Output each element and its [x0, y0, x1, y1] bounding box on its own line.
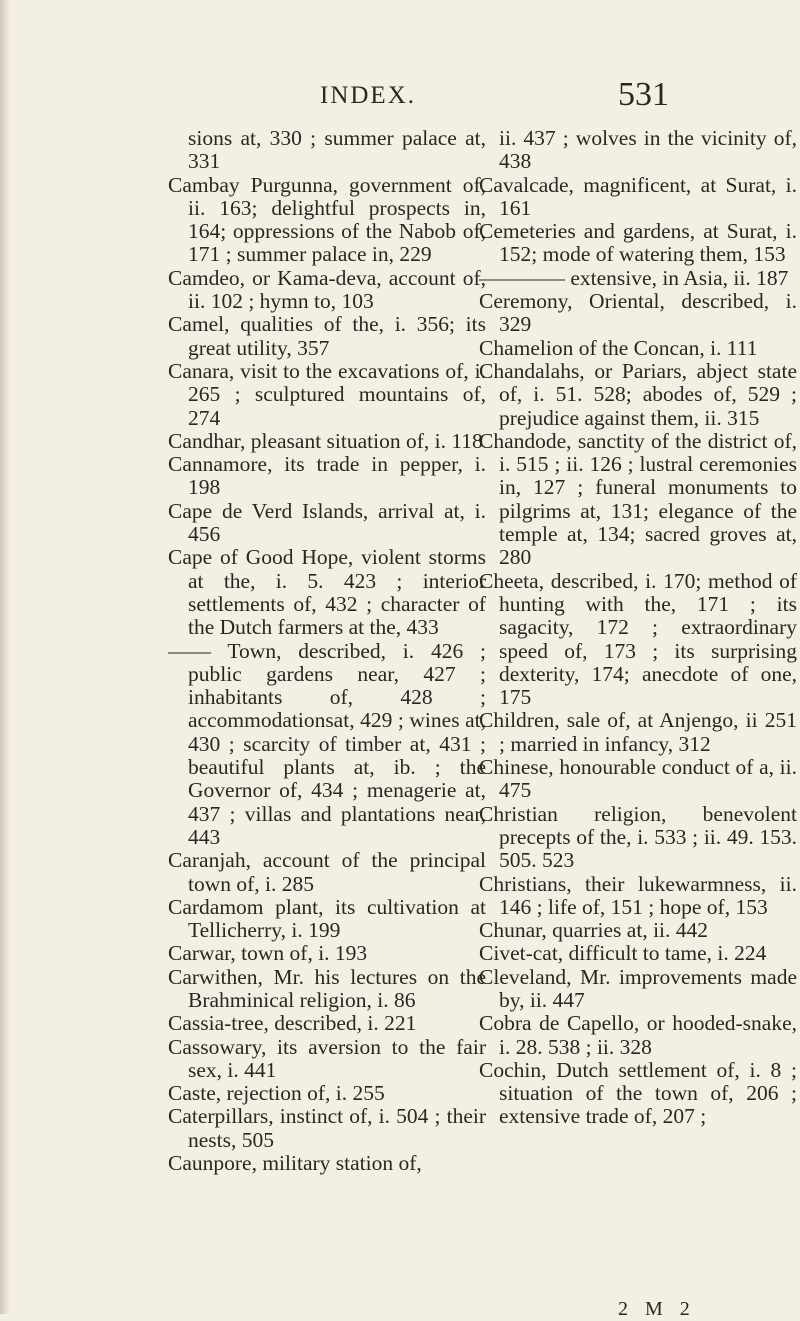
page-title: INDEX.: [320, 82, 417, 109]
index-entry: Cochin, Dutch settlement of, i. 8 ; situation of the town of, 206 ; extensive trade of, 207 ;: [479, 1057, 797, 1129]
index-entry: Chandalahs, or Pariars, abject state of, i. 51. 528; abodes of, 529 ; prejudice against them, ii. 315: [479, 358, 797, 430]
index-entry: Cape de Verd Islands, arrival at, i. 456: [168, 498, 486, 547]
index-entry: Cassowary, its aversion to the fair sex, i. 441: [168, 1034, 486, 1082]
index-entry: —— Town, described, i. 426 ; public gardens near, 427 ; inhabitants of, 428 ; accommodationsat, 429 ; wines at, 430 ; scarcity of timber at, 431 ; beautiful plants at, ib. ; the Governor of, 434 ; menagerie at, 437 ; villas and plantations near, 443: [168, 638, 486, 849]
right-column: [479, 127, 797, 1129]
index-entry: Chinese, honourable conduct of a, ii. 475: [479, 755, 797, 803]
index-entry: Cassia-tree, described, i. 221: [168, 1011, 417, 1036]
index-entry: Canara, visit to the excavations of, i. 265 ; sculptured mountains of, 274: [168, 358, 486, 430]
index-entry: Candhar, pleasant situation of, i. 118: [168, 428, 483, 453]
index-entry: Cannamore, its trade in pepper, i. 198: [168, 452, 486, 500]
index-entry: Caterpillars, instinct of, i. 504 ; their nests, 505: [168, 1104, 486, 1152]
left-column: [168, 127, 486, 1175]
signature-mark: 2 M 2: [618, 1298, 696, 1320]
page-header: [0, 76, 800, 122]
index-entry: Camdeo, or Kama-deva, account of, ii. 102 ; hymn to, 103: [168, 265, 486, 314]
index-entry: Carwithen, Mr. his lectures on the Brahminical religion, i. 86: [168, 964, 486, 1012]
index-entry: Cobra de Capello, or hooded-snake, i. 28. 538 ; ii. 328: [479, 1011, 797, 1059]
index-entry: Chandode, sanctity of the district of, i. 515 ; ii. 126 ; lustral ceremonies in, 127 ; funeral monuments to pilgrims at, 131; elegance of the temple at, 134; sacred groves at, 280: [479, 428, 797, 570]
index-entry: Caranjah, account of the principal town of, i. 285: [168, 848, 486, 896]
index-entry: Carwar, town of, i. 193: [168, 941, 368, 966]
index-entry: ii. 437 ; wolves in the vicinity of, 438: [499, 126, 797, 174]
index-entry: Cheeta, described, i. 170; method of hunting with the, 171 ; its sagacity, 172 ; extraordinary speed of, 173 ; its surprising dexterity, 174; anecdote of one, 175: [479, 568, 797, 710]
index-entry: sions at, 330 ; summer palace at, 331: [188, 126, 486, 174]
index-entry: Chamelion of the Concan, i. 111: [479, 335, 758, 360]
index-entry: Cleveland, Mr. improvements made by, ii. 447: [479, 964, 797, 1012]
index-entry: Cardamom plant, its cultivation at Tellicherry, i. 199: [168, 894, 486, 943]
index-entry: ———— extensive, in Asia, ii. 187: [479, 265, 789, 290]
index-entry: Caste, rejection of, i. 255: [168, 1081, 385, 1106]
page-number: 531: [618, 76, 669, 113]
index-entry: Children, sale of, at Anjengo, ii 251 ; married in infancy, 312: [479, 708, 797, 756]
index-entry: Caunpore, military station of,: [168, 1151, 422, 1176]
index-entry: Cavalcade, magnificent, at Surat, i. 161: [479, 172, 797, 220]
index-entry: Cape of Good Hope, violent storms at the, i. 5. 423 ; interior settlements of, 432 ; character of the Dutch farmers at the, 433: [168, 545, 486, 640]
index-entry: Cemeteries and gardens, at Surat, i. 152; mode of watering them, 153: [479, 219, 797, 267]
index-entry: Christians, their lukewarmness, ii. 146 ; life of, 151 ; hope of, 153: [479, 871, 797, 919]
index-entry: Civet-cat, difficult to tame, i. 224: [479, 941, 767, 966]
index-entry: Chunar, quarries at, ii. 442: [479, 918, 709, 943]
index-entry: Cambay Purgunna, government of, ii. 163; delightful prospects in, 164; oppressions of the Nabob of, 171 ; summer palace in, 229: [168, 172, 486, 267]
index-entry: Camel, qualities of the, i. 356; its great utility, 357: [168, 312, 486, 360]
index-entry: Ceremony, Oriental, described, i. 329: [479, 289, 797, 337]
page-edge-shadow: [0, 0, 10, 1314]
index-entry: Christian religion, benevolent precepts of the, i. 533 ; ii. 49. 153. 505. 523: [479, 801, 797, 873]
